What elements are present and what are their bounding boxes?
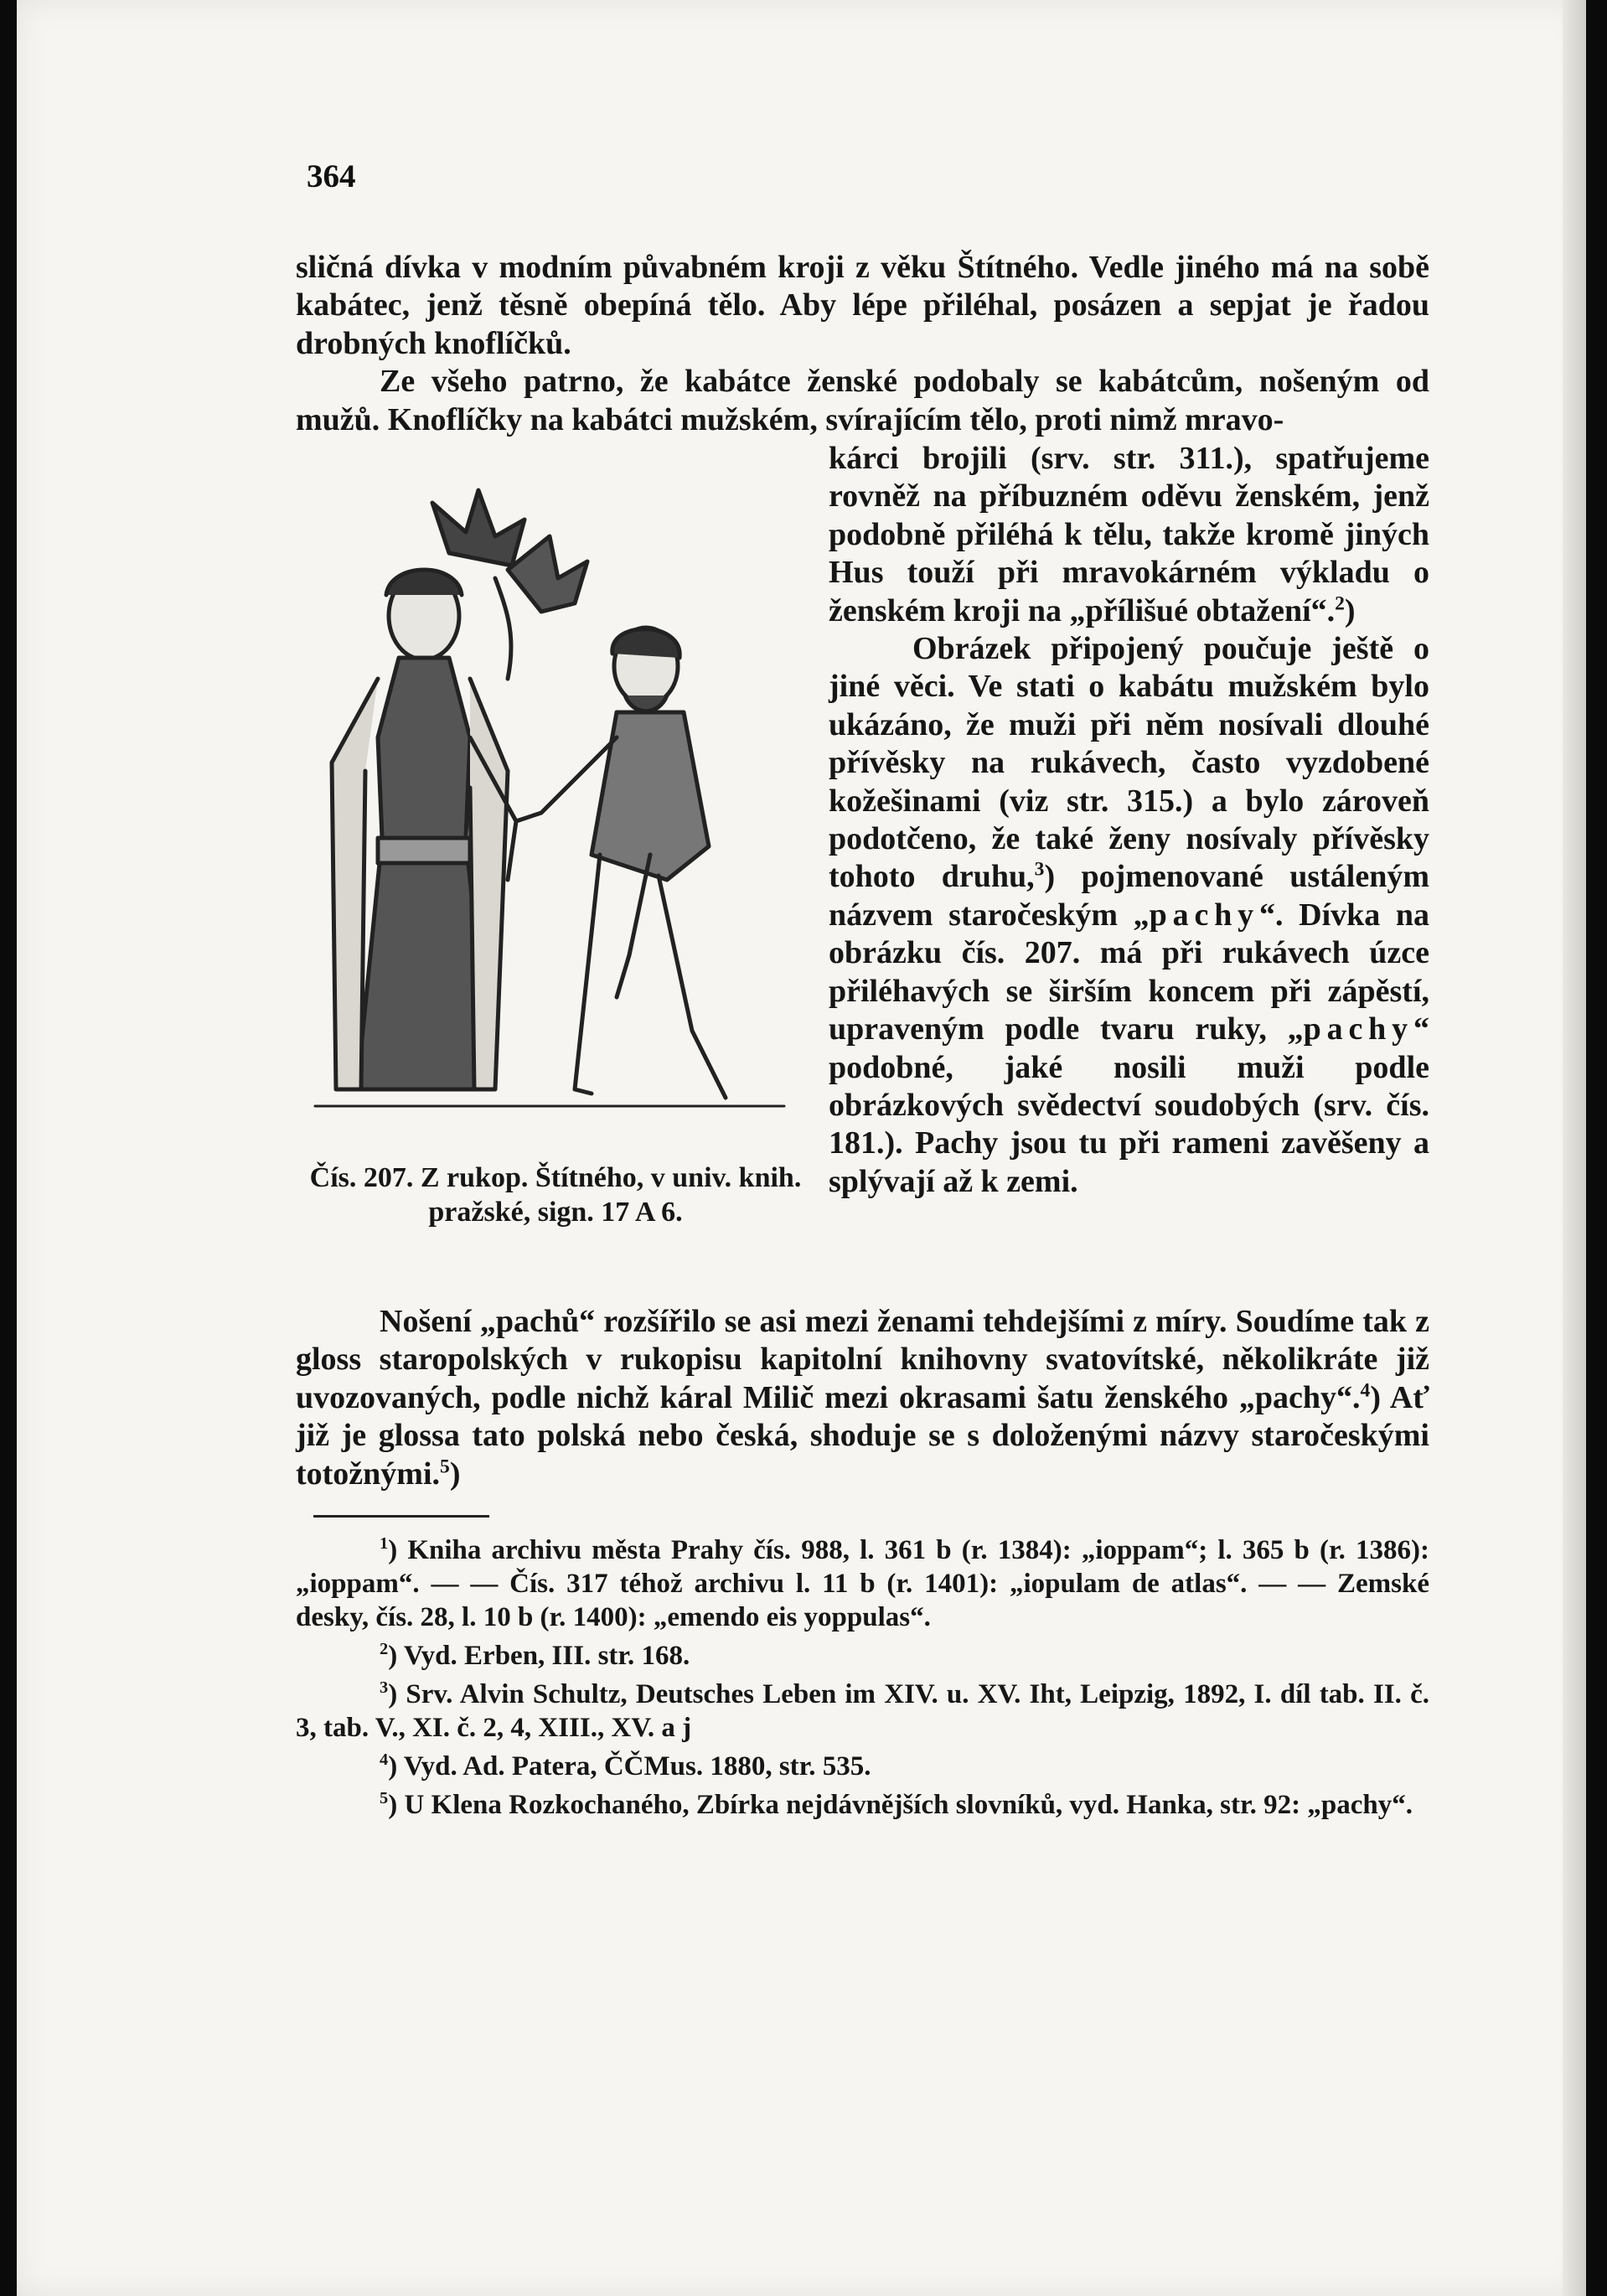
side-paragraph-2: Obrázek připojený poučuje ještě o jiné věci. Ve stati o kabátu mužském bylo ukázáno, že muži při něm nosívali dlouhé přívěsky na rukávech, často vyzdobené kožešinami (viz str. 315.) a bylo zároveň podotčeno, že také ženy nosívaly přívěsky tohoto druhu,$^3$) pojmenované ustáleným názvem staročeským „pachy“. Dívka na obrázku čís. 207. má při rukávech úzce přiléhavých se širším koncem při zápěstí, upraveným podle tvaru ruky, „pachy“ podobné, jaké nosili muži podle obrázkových svědectví soudobých (srv. čís. 181.). Pachy jsou tu při rameni zavěšeny a splývají až k zemi. <box>829 631 1429 1199</box>
page-number: 364 <box>307 158 356 194</box>
footnote-text: Srv. Alvin Schultz, Deutsches Leben im XIV. u. XV. Iht, Leipzig, 1892, I. díl tab. II. č. 3, tab. V., XI. č. 2, 4, XIII., XV. a j <box>296 1679 1429 1743</box>
footnote-ref-4: 4 <box>1360 1379 1371 1402</box>
side-para1-text: kárci brojili (srv. str. 311.), spatřujeme rovněž na příbuzném oděvu ženském, jenž podobně přiléhá k tělu, takže kromě jiných Hus touží při mravokárném výkladu o ženském kroji na „přílišué obtažení“. <box>829 441 1429 628</box>
footnote-text: Vyd. Erben, III. str. 168. <box>403 1641 690 1671</box>
footnote-1: $^1$) Kniha archivu města Prahy čís. 988, l. 361 b (r. 1384): „ioppam“; l. 365 b (r. 1386): „ioppam“. — — Čís. 317 téhož archivu l. 11 b (r. 1401): „iopulam de atlas“. — — Zemské desky, čís. 28, l. 10 b (r. 1400): „emendo eis yoppulas“. <box>296 1534 1430 1632</box>
side-paragraph-1: kárci brojili (srv. str. 311.), spatřujeme rovněž na příbuzném oděvu ženském, jenž podobně přiléhá k tělu, takže kromě jiných Hus touží při mravokárném výkladu o ženském kroji na „přílišué obtažení“.$^2$) <box>829 441 1429 628</box>
bottom-paragraph: Nošení „pachů“ rozšířilo se asi mezi ženami tehdejšími z míry. Soudíme tak z gloss staropolských v rukopisu kapitolní knihovny svatovítské, několikráte již uvozovaných, podle nichž káral Milič mezi okrasami šatu ženského „pachy“.$^4$) Ať již je glossa tato polská nebo česká, shoduje se s doloženými názvy staročeskými totožnými.$^5$) <box>296 1304 1429 1492</box>
term-pachy-2: pachy <box>1303 1011 1413 1047</box>
term-pachy: pachy <box>1149 897 1260 933</box>
footnote-4: $^4$) Vyd. Ad. Patera, ČČMus. 1880, str. 535. <box>380 1750 871 1781</box>
footnote-mark: 2 <box>380 1640 389 1658</box>
footnote-text: U Klena Rozkochaného, Zbírka nejdávnějších slovníků, vyd. Hanka, str. 92: „pachy“. <box>404 1790 1413 1820</box>
side-para2-a: Obrázek připojený poučuje ještě o jiné věci. Ve stati o kabátu mužském bylo ukázáno, že muži při něm nosívali dlouhé přívěsky na rukávech, často vyzdobené kožešinami (viz str. 315.) a bylo zároveň podotčeno, že také ženy nosívaly přívěsky tohoto druhu, <box>829 631 1429 895</box>
figure-caption: Čís. 207. Z rukop. Štítného, v univ. knih. pražské, sign. 17 A 6. <box>309 1162 802 1228</box>
footnote-text: Kniha archivu města Prahy čís. 988, l. 361 b (r. 1384): „ioppam“; l. 365 b (r. 1386): „ioppam“. — — Čís. 317 téhož archivu l. 11 b (r. 1401): „iopulam de atlas“. — — Zemské desky, čís. 28, l. 10 b (r. 1400): „emendo eis yoppulas“. <box>296 1535 1430 1632</box>
footnote-mark: 3 <box>380 1678 389 1697</box>
side-text <box>829 440 1429 1201</box>
page-edge <box>1563 0 1586 2296</box>
footnote-rule <box>313 1515 489 1518</box>
paragraph-2: Ze všeho patrno, že kabátce ženské podobaly se kabátcům, nošeným od mužů. Knoflíčky na kabátci mužském, svírajícím tělo, proti nimž mravo- <box>296 364 1429 437</box>
footnotes <box>296 1533 1429 1827</box>
footnote-mark: 4 <box>380 1750 389 1769</box>
paragraph-1: sličná dívka v modním půvabném kroji z věku Štítného. Vedle jiného má na sobě kabátec, jenž těsně obepíná tělo. Aby lépe přiléhal, posázen a sepjat je řadou drobných knoflíčků. <box>296 250 1429 361</box>
side-para2-d: “. Dívka na obrázku čís. 207. má při rukávech úzce přiléhavých se širším koncem při zápěstí, upraveným podle tvaru ruky, „ <box>829 897 1429 1047</box>
footnote-text: Vyd. Ad. Patera, ČČMus. 1880, str. 535. <box>403 1751 871 1781</box>
footnote-2: $^2$) Vyd. Erben, III. str. 168. <box>380 1640 690 1671</box>
side-para2-b: pojmenované ustáleným názvem staročeským „ <box>829 859 1429 933</box>
bottom-para-b: ) Ať již je glossa tato polská nebo česká, shoduje se s doloženými názvy staročeskými totožnými. <box>296 1379 1429 1492</box>
footnote-mark: 5 <box>380 1789 389 1807</box>
bottom-para-a: Nošení „pachů“ rozšířilo se asi mezi ženami tehdejšími z míry. Soudíme tak z gloss staropolských v rukopisu kapitolní knihovny svatovítské, několikráte již uvozovaných, podle nichž káral Milič mezi okrasami šatu ženského „pachy“. <box>296 1304 1429 1415</box>
top-text <box>296 249 1429 439</box>
manuscript-illustration <box>298 486 811 1156</box>
footnote-ref-5: 5 <box>440 1455 450 1477</box>
footnote-ref-3: 3 <box>1034 858 1045 881</box>
bottom-text <box>296 1303 1429 1493</box>
side-para2-f: “ podobné, jaké nosili muži podle obrázkových svědectví soudobých (srv. čís. 181.). Pachy jsou tu při rameni zavěšeny a splývají až k zemi. <box>829 1011 1429 1199</box>
footnote-ref-2: 2 <box>1335 592 1345 614</box>
book-page <box>17 0 1586 2296</box>
footnote-mark: 1 <box>380 1534 389 1553</box>
footnote-3: $^3$) Srv. Alvin Schultz, Deutsches Leben im XIV. u. XV. Iht, Leipzig, 1892, I. díl tab. II. č. 3, tab. V., XI. č. 2, 4, XIII., XV. a j <box>296 1678 1429 1743</box>
footnote-5: $^5$) U Klena Rozkochaného, Zbírka nejdávnějších slovníků, vyd. Hanka, str. 92: „pachy“. <box>380 1789 1413 1820</box>
